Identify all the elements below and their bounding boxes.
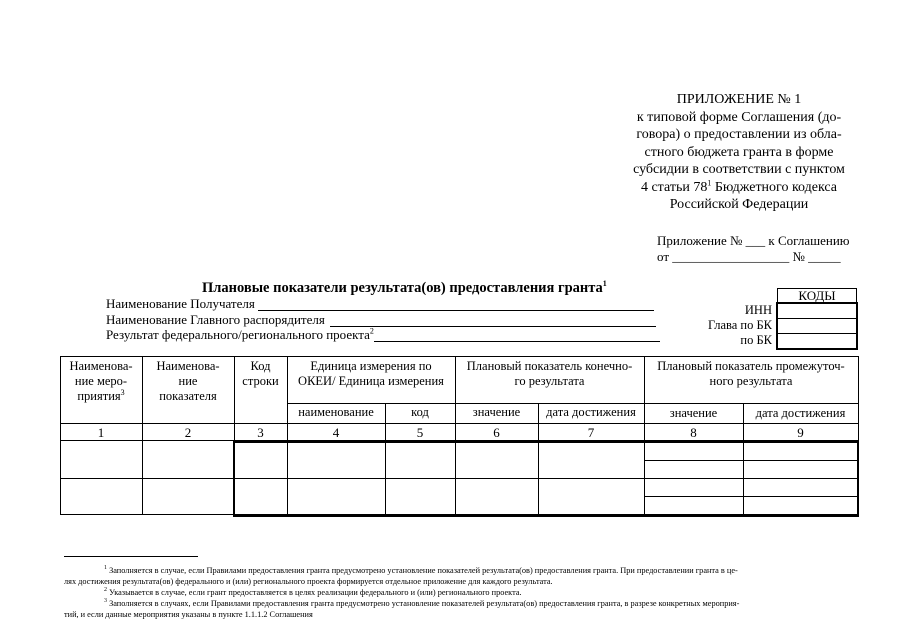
header-final-result: Плановый показатель конечно- го результата [466,359,633,388]
codes-header: КОДЫ [777,288,857,304]
table-cell-event-row1[interactable] [61,441,142,478]
column-number: 1 [97,425,105,440]
table-cell-interim-date-row1b[interactable] [744,461,854,478]
table-cell-interim-value-row2b[interactable] [645,497,743,512]
agreement-ref-line-2: от __________________ № _____ [657,249,841,264]
footnote-2: $^2$ Указывается в случае, если грант предоставляется в целях реализации федерального и (или) регионального проекта. [104,587,522,597]
column-number: 2 [184,425,192,440]
header-event-name: Наименова- ние меро- приятия$^3$ [69,359,133,403]
table-cell-indicator-row2[interactable] [143,479,234,514]
appendix-line-5: субсидии в соответствии с пунктом [633,162,845,177]
table-cell-final-date-row2[interactable] [539,479,644,512]
head-bk-label: Глава по БК [707,318,772,332]
table-cell-unit-code-row1[interactable] [386,443,455,478]
header-unit-name: наименование [298,405,374,419]
header-interim-value: значение [669,406,718,420]
appendix-line-6: 4 статьи $78^1$ Бюджетного кодекса [640,177,838,195]
table-cell-unit-name-row1[interactable] [288,443,385,478]
footnote-3: $^3$ Заполняется в случаях, если Правилами предоставления гранта предусмотрено установление показателей результата(ов) предоставления гранта, в разрезе конкретных мероприя- тий, и если данные мероприятия указаны в пункте 1.1.1.2 Соглашения [64,598,740,619]
recipient-label: Наименование Получателя [106,296,255,311]
table-cell-final-value-row1[interactable] [456,443,538,478]
footnote-1: $^1$ Заполняется в случае, если Правилами предоставления гранта предусмотрено установление показателей результата(ов) предоставления гранта. При предоставлении гранта в це- лях достижения результата(ов) федерального и (или) регионального проекта формируется отдельное приложение для каждого результата. [64,565,738,586]
table-cell-interim-date-row2a[interactable] [744,479,854,496]
agreement-ref-line-1: Приложение № ___ к Соглашению [657,233,850,248]
inn-label: ИНН [744,303,772,317]
header-final-value: значение [472,405,521,419]
table-cell-code-row1[interactable] [236,443,287,478]
table-cell-event-row2[interactable] [61,479,142,514]
table-cell-interim-value-row1a[interactable] [645,443,743,460]
header-interim-date: дата достижения [755,406,846,420]
appendix-line-3: говора) о предоставлении из обла- [636,127,842,142]
column-number: 3 [257,425,264,440]
manager-label: Наименование Главного распорядителя [106,312,325,327]
table-cell-code-row2[interactable] [236,479,287,512]
page-title: Плановые показатели результата(ов) предоставления гранта$^1$ [202,279,607,296]
table-cell-interim-date-row1a[interactable] [744,443,854,460]
table-cell-indicator-row1[interactable] [143,441,234,478]
table-cell-interim-date-row2b[interactable] [744,497,854,512]
table-cell-unit-name-row2[interactable] [288,479,385,512]
header-unit-code: код [411,405,429,419]
project-label: Результат федерального/регионального проекта$^2$ [106,326,374,342]
header-indicator-name: Наименова- ние показателя [156,359,220,403]
table-cell-final-date-row1[interactable] [539,443,644,478]
column-number: 4 [332,425,340,440]
header-row-code: Код строки [242,359,279,388]
header-final-date: дата достижения [546,405,636,419]
column-number: 9 [797,425,804,440]
header-unit: Единица измерения по ОКЕИ/ Единица измерения [298,359,444,388]
table-cell-interim-value-row2a[interactable] [645,479,743,496]
header-interim-result: Плановый показатель промежуточ- ного результата [657,359,845,388]
table-cell-interim-value-row1b[interactable] [645,461,743,478]
column-number: 8 [690,425,697,440]
footnote-rule [64,556,198,557]
by-bk-label: по БК [740,333,772,347]
table-cell-final-value-row2[interactable] [456,479,538,512]
appendix-line-4: стного бюджета гранта в форме [644,144,834,160]
table-cell-unit-code-row2[interactable] [386,479,455,512]
appendix-line-2: к типовой форме Соглашения (до- [636,109,842,125]
column-number: 7 [587,425,595,440]
appendix-line-7: Российской Федерации [669,197,809,212]
column-number: 6 [493,425,500,440]
appendix-line-1: ПРИЛОЖЕНИЕ № 1 [676,92,802,107]
column-number: 5 [416,425,424,440]
